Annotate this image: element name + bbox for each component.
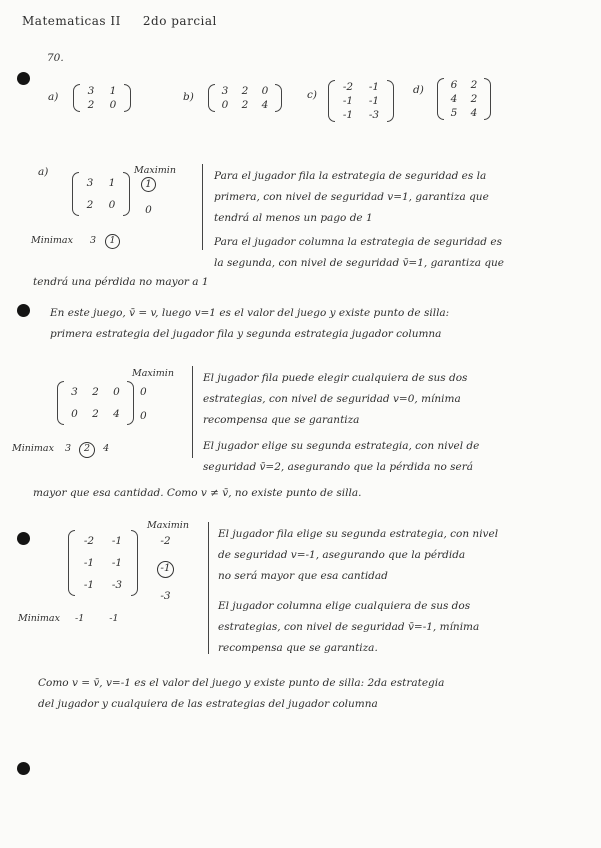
matrix-a: 3 1 2 0: [73, 84, 131, 112]
matrix-part-b: 3 2 0 0 2 4: [57, 381, 134, 425]
divider: [192, 366, 193, 458]
row-min-column: -2 -1 -3: [157, 535, 174, 602]
matrix-b: 3 2 0 0 2 4: [208, 84, 282, 112]
maximin-label: Maximin: [134, 165, 176, 176]
binder-hole: [17, 532, 30, 545]
col-max-row: Minimax -1 -1: [18, 613, 119, 624]
matrix-c: -2 -1 -1 -1 -1 -3: [328, 80, 394, 122]
col-max-row: Minimax 3 1: [31, 234, 120, 249]
problem-number: 70.: [47, 52, 64, 64]
part-a-conclusion: En este juego, v̄ = v, luego v=1 es el valor del juego y existe punto de silla: primera estrategia del jugador fila y segunda estrategia jugador columna: [50, 307, 450, 340]
part-a-text-col-end: tendrá una pérdida no mayor a 1: [33, 276, 209, 288]
matrix-d: 6 2 4 2 5 4: [437, 78, 491, 120]
part-c-conclusion: Como v = v̄, v=-1 es el valor del juego y existe punto de silla: 2da estrategia del jugador y cualquiera de las estrategias del jugador columna: [38, 677, 445, 710]
part-c-text-col: El jugador columna elige cualquiera de sus dos estrategias, con nivel de seguridad v̄=-1, mínima recompensa que se garantiza.: [218, 600, 480, 654]
part-b-text-col-end: mayor que esa cantidad. Como v ≠ v̄, no existe punto de silla.: [33, 487, 362, 499]
list-label-a: a): [48, 91, 59, 103]
part-b-text-col: El jugador elige su segunda estrategia, con nivel de seguridad v̄=2, asegurando que la pérdida no será: [203, 440, 480, 473]
divider: [208, 522, 209, 654]
list-label-c: c): [307, 89, 317, 101]
part-b-text-row: El jugador fila puede elegir cualquiera de sus dos estrategias, con nivel de seguridad v=0, mínima recompensa que se garantiza: [203, 372, 468, 426]
divider: [202, 164, 203, 250]
binder-hole: [17, 762, 30, 775]
row-min-column: 1 0: [141, 177, 156, 216]
binder-hole: [17, 304, 30, 317]
part-a-text-col: Para el jugador columna la estrategia de seguridad es la segunda, con nivel de seguridad v̄=1, garantiza que: [214, 236, 505, 269]
part-c-text-row: El jugador fila elige su segunda estrategia, con nivel de seguridad v=-1, asegurando que la pérdida no será mayor que esa cantidad: [218, 528, 499, 582]
binder-hole: [17, 72, 30, 85]
maximin-label: Maximin: [132, 368, 174, 379]
list-label-b: b): [183, 91, 194, 103]
page-title: Matematicas II 2do parcial: [22, 14, 217, 28]
col-max-row: Minimax 3 2 4: [12, 442, 109, 458]
maximin-label: Maximin: [147, 520, 189, 531]
part-a-text-row: Para el jugador fila la estrategia de seguridad es la primera, con nivel de seguridad v=1, garantiza que tendrá al menos un pago de 1: [214, 170, 489, 224]
part-a-label: a): [38, 166, 49, 178]
matrix-part-c: -2 -1 -1 -1 -1 -3: [68, 530, 138, 596]
row-min-column: 0 0: [140, 386, 147, 422]
matrix-part-a: 3 1 2 0: [72, 172, 130, 216]
list-label-d: d): [413, 84, 424, 96]
